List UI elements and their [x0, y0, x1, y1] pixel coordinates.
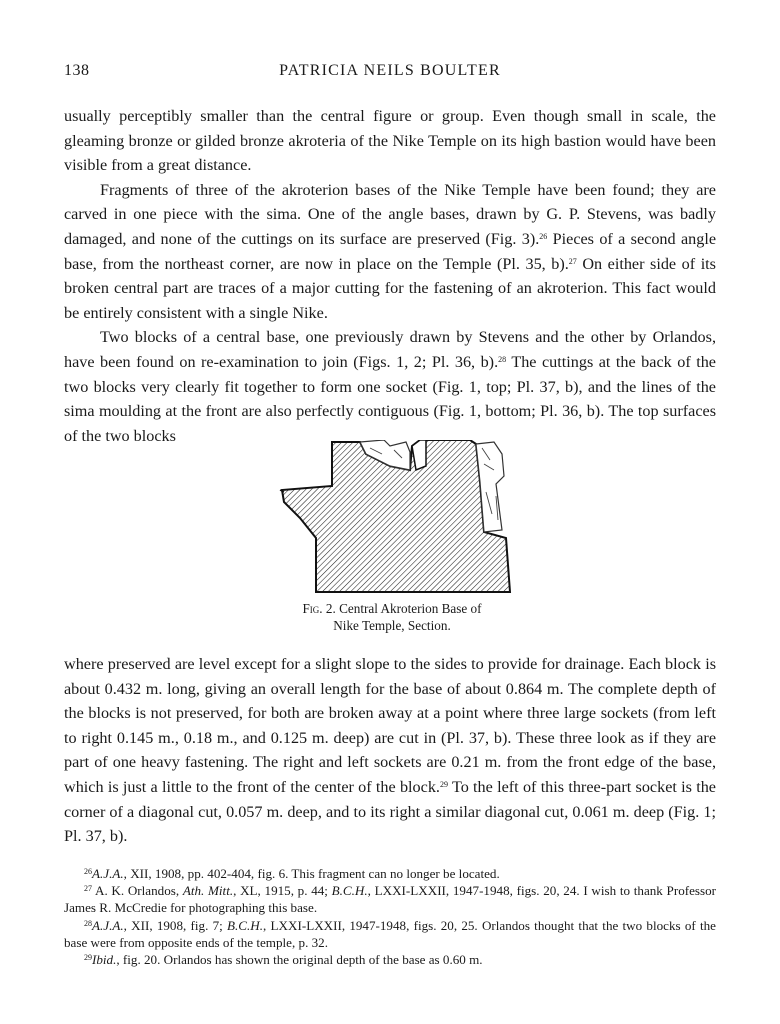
paragraph-1: usually perceptibly smaller than the central figure or group. Even though small in scale, the gleaming bronze or gilded bronze akroteria of the Nike Temple on its high bastion would have been visible from a great distance.: [64, 107, 716, 175]
footnote-27-journal-2: B.C.H.: [331, 883, 368, 899]
footnote-ref-27[interactable]: 27: [568, 256, 577, 266]
paragraph-4-text-b: To the left of this three-part socket is the corner of a diagonal cut, 0.057 m. deep, and to its right a similar diagonal cut, 0.061 m. deep (Fig. 1; Pl. 37, b).: [64, 777, 716, 846]
page-number: 138: [64, 62, 90, 79]
figure-2-section-drawing: [270, 440, 516, 596]
paragraph-4: [64, 652, 716, 849]
caption-line-2: Nike Temple, Section.: [333, 618, 451, 633]
running-header: [64, 62, 716, 86]
footnote-ref-26[interactable]: 26: [539, 231, 548, 241]
body-text-bottom: [64, 652, 716, 849]
body-text-top: [64, 104, 716, 448]
footnote-27-mid: , XL, 1915, p. 44;: [233, 883, 332, 899]
footnote-ref-28[interactable]: 28: [498, 354, 507, 364]
footnote-29-ibid: Ibid.: [92, 952, 117, 968]
footnote-27: [64, 882, 716, 916]
figure-label: Fig. 2.: [302, 601, 336, 616]
running-head-author: PATRICIA NEILS BOULTER: [279, 62, 501, 79]
footnote-29: [64, 951, 716, 968]
paragraph-3: [64, 325, 716, 448]
paragraph-2: [64, 178, 716, 326]
footnote-27-journal-1: Ath. Mitt.: [182, 883, 234, 899]
section-drawing: [270, 440, 516, 596]
footnote-28-number: 28: [84, 918, 92, 928]
footnote-27-pre: A. K. Orlandos,: [92, 883, 183, 899]
footnote-26-text: , XII, 1908, pp. 402-404, fig. 6. This fragment can no longer be located.: [123, 866, 500, 881]
footnote-26: [64, 865, 716, 882]
footnote-28-journal-1: A.J.A.: [92, 917, 124, 933]
footnote-28: [64, 917, 716, 951]
figure-caption: [246, 600, 538, 634]
footnote-28-journal-2: B.C.H.: [227, 917, 264, 933]
footnote-26-number: 26: [84, 867, 92, 876]
footnote-27-post: , LXXI-LXXII, 1947-1948, figs. 20, 24. I wish to thank Professor James R. McCredie for photographing this base.: [64, 883, 717, 916]
caption-text-1: Central Akroterion Base of: [339, 601, 482, 616]
footnote-28-mid: , XII, 1908, fig. 7;: [123, 917, 228, 933]
paragraph-2-text-a: Fragments of three of the akroterion bases of the Nike Temple have been found; they are carved in one piece with the sima. One of the angle bases, drawn by G. P. Stevens, was badly damaged, and none of the cuttings on its surface are preserved (Fig. 3).: [64, 180, 716, 248]
paragraph-3-text-a: Two blocks of a central base, one previously drawn by Stevens and the other by Orlandos, have been found on re-examination to join (Figs. 1, 2; Pl. 36, b).: [64, 328, 716, 371]
footnote-27-number: 27: [84, 884, 92, 894]
caption-line-1: [246, 600, 538, 617]
footnotes: [64, 865, 716, 968]
paragraph-2-text-b: Pieces of a second angle base, from the northeast corner, are now in place on the Temple (Pl. 35, b).: [64, 229, 716, 273]
footnote-29-number: 29: [84, 953, 92, 963]
footnote-29-text: , fig. 20. Orlandos has shown the original depth of the base as 0.60 m.: [116, 952, 483, 968]
footnote-28-post: , LXXI-LXXII, 1947-1948, figs. 20, 25. Orlandos thought that the two blocks of the base were from opposite ends of the temple, p. 32.: [64, 917, 716, 950]
footnote-26-journal: A.J.A.: [92, 866, 124, 881]
paragraph-4-text-a: where preserved are level except for a slight slope to the sides to provide for drainage. Each block is about 0.432 m. long, giving an overall length for the base of about 0.864 m. The complete depth of the blocks is not preserved, for both are broken away at a point where three large sockets (from left to right 0.145 m., 0.18 m., and 0.125 m. deep) are cut in (Pl. 37, b). These three look as if they are part of one heavy fastening. The right and left sockets are 0.21 m. from the front edge of the base, which is just a little to the front of the center of the block.: [64, 655, 716, 796]
paragraph-3-text-b: The cuttings at the back of the two blocks very clearly fit together to form one socket (Fig. 1, top; Pl. 37, b), and the lines of the sima moulding at the front are also perfectly contiguous (Fig. 1, bottom; Pl. 36, b). The top surfaces of the two blocks: [64, 352, 716, 445]
footnote-ref-29[interactable]: 29: [439, 779, 448, 789]
paragraph-2-text-c: On either side of its broken central part are traces of a major cutting for the fastening of an akroterion. This fact would be entirely consistent with a single Nike.: [64, 254, 716, 322]
